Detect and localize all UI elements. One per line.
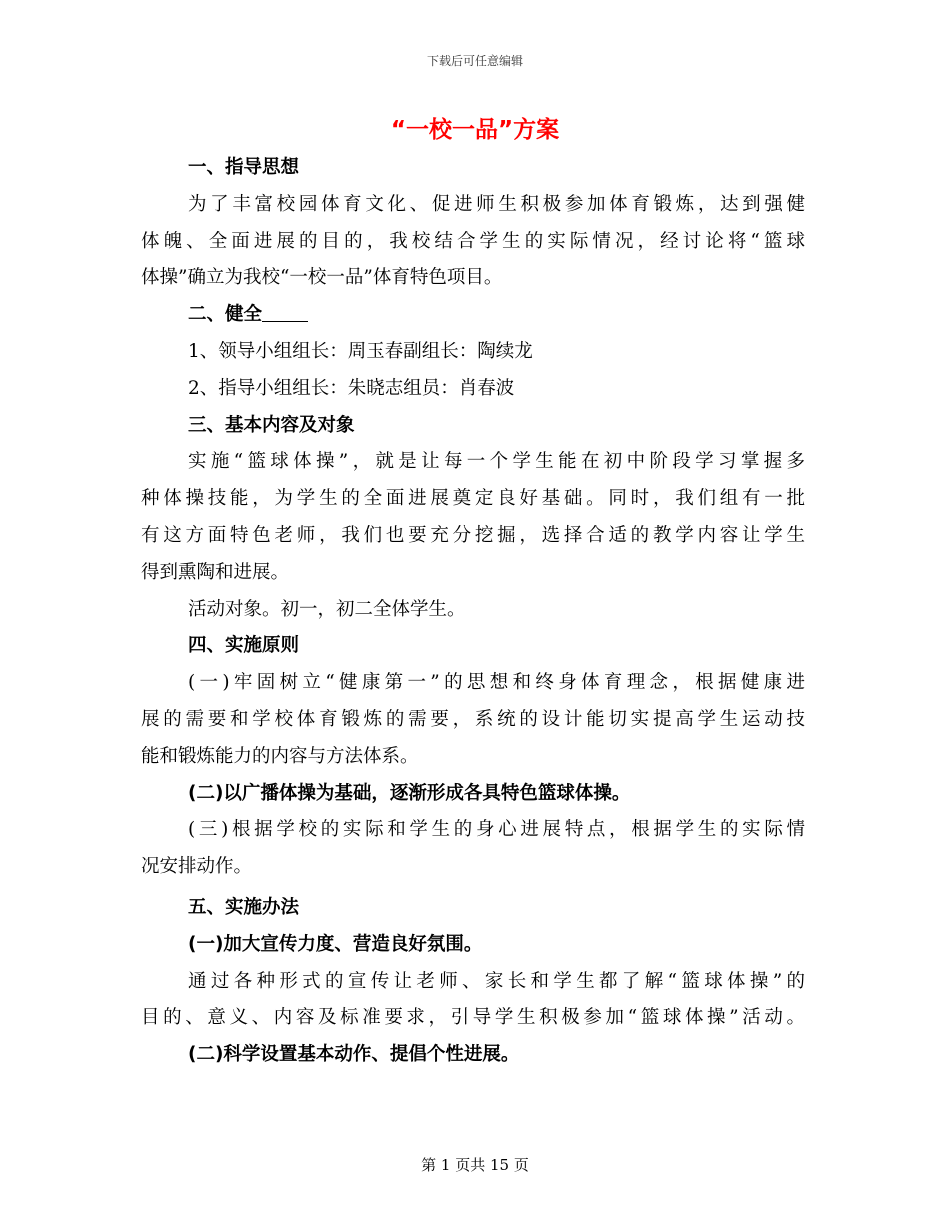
section-heading-methods: 五、实施办法 (188, 896, 300, 918)
paragraph-line: 为了丰富校园体育文化、促进师生积极参加体育锻炼，达到强健 (188, 193, 805, 215)
document-title: “一校一品”方案 (390, 117, 560, 143)
paragraph-line: 实施“篮球体操”，就是让每一个学生能在初中阶段学习掌握多 (188, 451, 805, 473)
paragraph-line: 目的、意义、内容及标准要求，引导学生积极参加“篮球体操”活动。 (141, 1007, 805, 1029)
document-body (141, 150, 805, 1074)
blank-underline (262, 303, 308, 322)
paragraph-line: 体魄、全面进展的目的，我校结合学生的实际情况，经讨论将“篮球 (141, 230, 805, 252)
page-footer: 第 1 页共 15 页 (421, 1156, 529, 1174)
paragraph-line: (三)根据学校的实际和学生的身心进展特点，根据学生的实际情 (188, 819, 805, 841)
paragraph-line: 况安排动作。 (141, 856, 253, 878)
leadership-group-line: 1、领导小组组长：周玉春副组长：陶续龙 (188, 340, 533, 362)
section-heading-content: 三、基本内容及对象 (188, 414, 355, 436)
paragraph-line: 能和锻炼能力的内容与方法体系。 (141, 745, 419, 767)
section-heading-guiding-ideology: 一、指导思想 (188, 157, 300, 178)
paragraph-line: 体操”确立为我校“一校一品”体育特色项目。 (141, 267, 503, 289)
paragraph-line: 展的需要和学校体育锻炼的需要，系统的设计能切实提高学生运动技 (141, 708, 805, 730)
paragraph-line: 有这方面特色老师，我们也要充分挖掘，选择合适的教学内容让学生 (141, 524, 805, 546)
paragraph-line: 得到熏陶和进展。 (141, 561, 290, 583)
section-heading-text: 二、健全 (188, 304, 263, 326)
page-header: 下载后可任意编辑 (426, 54, 523, 68)
section-heading-principles: 四、实施原则 (188, 635, 300, 657)
guidance-group-line: 2、指导小组组长：朱晓志组员：肖春波 (188, 377, 515, 399)
method-two-heading: (二)科学设置基本动作、提倡个性进展。 (188, 1044, 520, 1066)
method-one-heading: (一)加大宣传力度、营造良好氛围。 (188, 933, 483, 955)
activity-target-line: 活动对象。初一，初二全体学生。 (188, 598, 466, 620)
principle-two-line: (二)以广播体操为基础，逐渐形成各具特色篮球体操。 (188, 782, 631, 804)
paragraph-line: (一)牢固树立“健康第一”的思想和终身体育理念，根据健康进 (188, 672, 805, 694)
paragraph-line: 种体操技能，为学生的全面进展奠定良好基础。同时，我们组有一批 (141, 488, 805, 510)
section-heading-organization (141, 297, 805, 334)
paragraph-line: 通过各种形式的宣传让老师、家长和学生都了解“篮球体操”的 (188, 970, 805, 992)
